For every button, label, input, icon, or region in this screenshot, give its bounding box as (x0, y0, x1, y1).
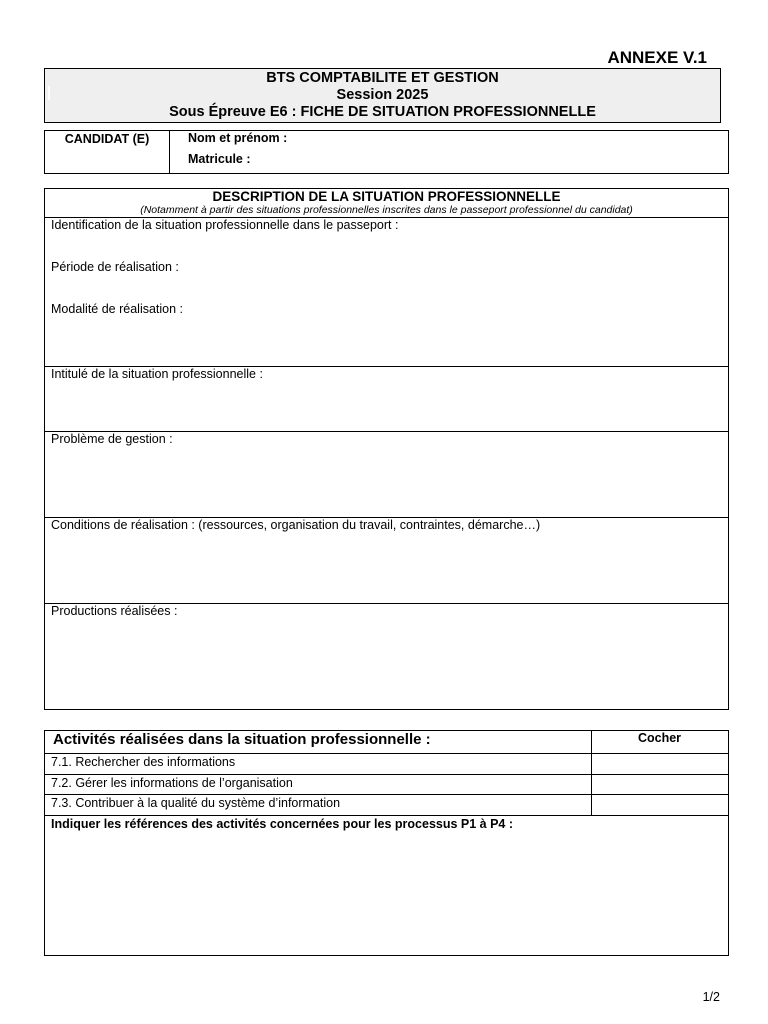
description-section (44, 188, 729, 710)
intitule-field[interactable] (45, 367, 728, 432)
activity-row (45, 754, 728, 775)
description-header (45, 189, 728, 218)
page-number: 1/2 (702, 990, 720, 1004)
activity-row (45, 775, 728, 795)
identification-label: Identification de la situation professionnelle dans le passeport : (51, 218, 399, 232)
activity-checkbox-cell[interactable] (591, 795, 592, 815)
activities-section (44, 730, 729, 956)
productions-field[interactable] (45, 604, 728, 709)
exam-header (44, 68, 721, 123)
references-label: Indiquer les références des activités concernées pour les processus P1 à P4 : (51, 817, 514, 831)
header-session: Session 2025 (336, 87, 429, 103)
activities-header-row (45, 731, 728, 754)
description-title: DESCRIPTION DE LA SITUATION PROFESSIONNELLE (212, 189, 561, 204)
name-field-label: Nom et prénom : (188, 131, 288, 145)
conditions-field[interactable] (45, 518, 728, 604)
probleme-field[interactable] (45, 432, 728, 518)
intitule-label: Intitulé de la situation professionnelle : (51, 367, 263, 381)
references-field[interactable] (45, 816, 728, 955)
id-field-label: Matricule : (188, 152, 251, 166)
periode-label: Période de réalisation : (51, 260, 179, 274)
candidate-box (44, 130, 729, 174)
modalite-label: Modalité de réalisation : (51, 302, 184, 316)
annex-label: ANNEXE V.1 (607, 48, 707, 67)
check-column-header: Cocher (637, 731, 682, 745)
activity-row (45, 795, 728, 816)
activity-label: 7.3. Contribuer à la qualité du système d’information (51, 796, 341, 810)
activity-label: 7.2. Gérer les informations de l’organisation (51, 776, 293, 790)
probleme-label: Problème de gestion : (51, 432, 173, 446)
header-margin-mark (48, 86, 50, 100)
activity-checkbox-cell[interactable] (591, 775, 592, 794)
activity-label: 7.1. Rechercher des informations (51, 755, 236, 769)
header-subtest: Sous Épreuve E6 : FICHE DE SITUATION PROFESSIONNELLE (169, 104, 596, 120)
activity-checkbox-cell[interactable] (591, 754, 592, 774)
conditions-label: Conditions de réalisation : (ressources, organisation du travail, contraintes, démarche…) (51, 518, 541, 532)
productions-label: Productions réalisées : (51, 604, 178, 618)
activities-header: Activités réalisées dans la situation professionnelle : (53, 731, 431, 748)
header-diploma: BTS COMPTABILITE ET GESTION (266, 70, 499, 86)
identification-field[interactable] (45, 218, 728, 367)
description-subtitle: (Notamment à partir des situations professionnelles inscrites dans le passeport professionnel du candidat) (140, 204, 633, 216)
candidate-label: CANDIDAT (E) (45, 131, 170, 173)
